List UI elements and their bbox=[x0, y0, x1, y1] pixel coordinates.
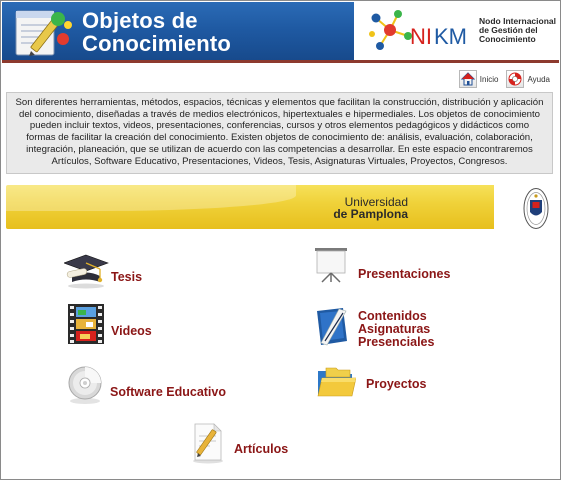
brand-suffix: KM bbox=[434, 24, 467, 49]
proyectos-label: Proyectos bbox=[366, 376, 427, 391]
site-title-line2: Conocimiento bbox=[82, 31, 232, 56]
nodo-line1: Nodo Internacional bbox=[479, 16, 556, 26]
software-link[interactable] bbox=[67, 363, 226, 405]
university-bar bbox=[6, 185, 494, 229]
software-label: Software Educativo bbox=[110, 384, 226, 399]
header-separator bbox=[2, 60, 559, 63]
nikm-logo bbox=[368, 6, 470, 56]
home-label: Inicio bbox=[479, 74, 499, 84]
molecule-network-icon bbox=[369, 10, 412, 50]
tesis-label: Tesis bbox=[111, 269, 143, 284]
home-link[interactable] bbox=[459, 70, 499, 88]
help-label: Ayuda bbox=[527, 74, 550, 84]
tesis-link[interactable] bbox=[64, 249, 142, 289]
university-line1: Universidad bbox=[344, 195, 408, 209]
university-line2: de Pamplona bbox=[333, 207, 408, 221]
proyectos-link[interactable] bbox=[316, 365, 426, 399]
projector-screen-icon bbox=[313, 245, 349, 283]
presentaciones-label: Presentaciones bbox=[358, 266, 451, 281]
contenidos-line2: Asignaturas bbox=[358, 322, 431, 336]
folder-icon bbox=[316, 365, 356, 399]
university-seal-icon bbox=[523, 187, 549, 230]
document-pencil-icon bbox=[190, 422, 226, 464]
intro-text-box: Son diferentes herramientas, métodos, espacios, técnicas y elementos que facilitan la construcción, distribución y aplicación del conocimiento, diseñadas a través de medios electrónicos, hipertextuales e hipermediales. Los objetos de conocimiento pueden incluir textos, videos, presentaciones, conferencias, cursos y otros elementos pedagógicos y didácticos como formas de facilitar la creación del conocimiento. Existen objetos de conocimiento de: análisis, evaluación, colaboración, integración, planeación, que se utilizan de acuerdo con las competencias a desarrollar. En este espacio encontraremos Artículos, Software Educativo, Presentaciones, Videos, Tesis, Asignaturas Virtuales, Proyectos, Congresos. bbox=[6, 92, 553, 174]
presentaciones-link[interactable] bbox=[313, 245, 450, 283]
book-pen-icon bbox=[313, 307, 349, 347]
site-header bbox=[2, 2, 559, 60]
nodo-line3: Conocimiento bbox=[479, 34, 536, 44]
film-strip-icon bbox=[68, 304, 104, 344]
home-icon bbox=[459, 70, 477, 88]
header-title-panel bbox=[2, 2, 354, 60]
lifebuoy-icon bbox=[506, 70, 524, 88]
nodo-text bbox=[479, 17, 556, 44]
banner-swoosh bbox=[0, 185, 296, 211]
videos-link[interactable] bbox=[68, 304, 152, 344]
contenidos-link[interactable] bbox=[313, 304, 434, 349]
university-name bbox=[333, 196, 408, 220]
site-title-line1: Objetos de bbox=[82, 8, 198, 33]
top-nav bbox=[459, 68, 550, 90]
nodo-line2: de Gestión del bbox=[479, 25, 538, 35]
brand-prefix: NI bbox=[410, 24, 432, 49]
notepad-pencil-icon bbox=[10, 6, 76, 58]
articulos-label: Artículos bbox=[234, 441, 289, 456]
articulos-link[interactable] bbox=[190, 422, 288, 464]
contenidos-line3: Presenciales bbox=[358, 335, 435, 349]
cd-disc-icon bbox=[67, 363, 103, 405]
contenidos-label bbox=[358, 310, 434, 349]
contenidos-line1: Contenidos bbox=[358, 309, 427, 323]
help-link[interactable] bbox=[506, 70, 550, 88]
videos-label: Videos bbox=[111, 323, 152, 338]
graduation-cap-icon bbox=[64, 249, 109, 289]
university-banner bbox=[6, 185, 555, 231]
header-brand-panel bbox=[354, 2, 559, 60]
site-title bbox=[82, 9, 231, 55]
